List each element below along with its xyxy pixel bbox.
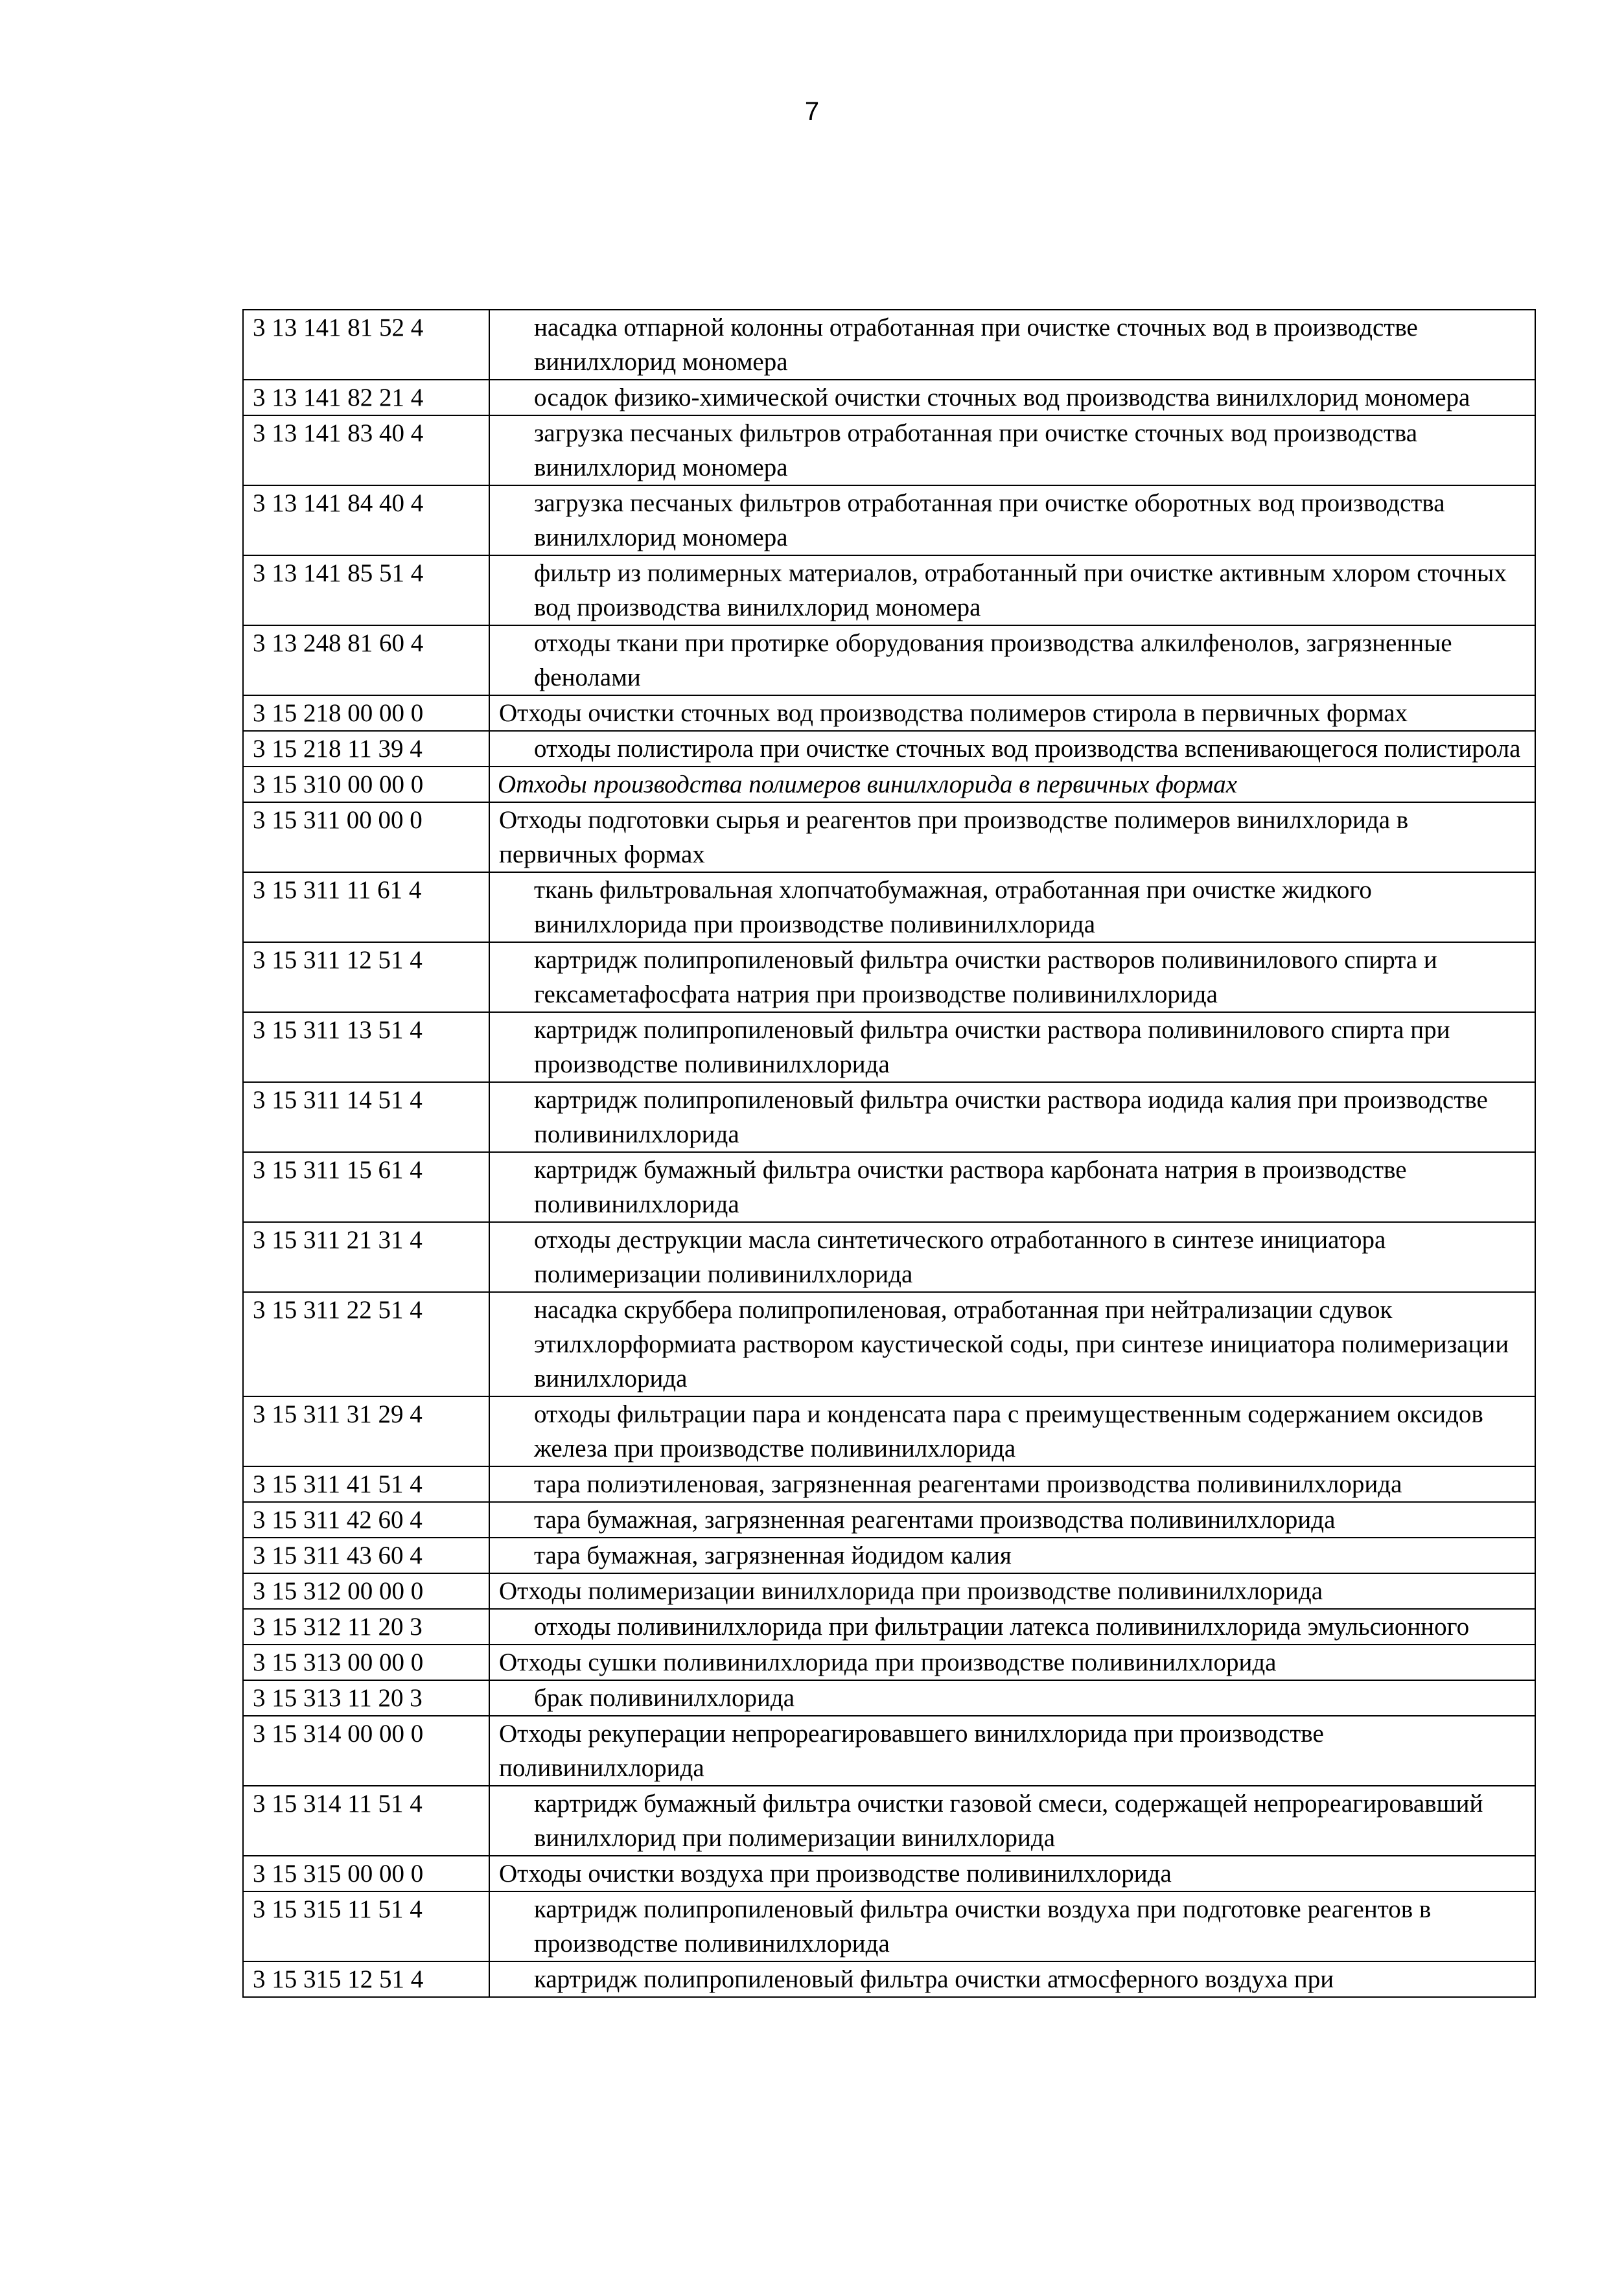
waste-name-cell: осадок физико-химической очистки сточных вод производства винилхлорид мономера xyxy=(489,380,1535,415)
table-row xyxy=(243,1716,1535,1786)
waste-name-cell: картридж полипропиленовый фильтра очистки растворов поливинилового спирта и гексаметафосфата натрия при производстве поливинилхлорида xyxy=(489,942,1535,1012)
waste-code-cell: 3 15 311 31 29 4 xyxy=(243,1396,489,1466)
waste-code-cell: 3 15 310 00 00 0 xyxy=(243,767,489,802)
table-row xyxy=(243,1961,1535,1997)
waste-name-cell: тара бумажная, загрязненная реагентами производства поливинилхлорида xyxy=(489,1502,1535,1538)
waste-name-cell: насадка скруббера полипропиленовая, отработанная при нейтрализации сдувок этилхлорформиата раствором каустической соды, при синтезе инициатора полимеризации винилхлорида xyxy=(489,1292,1535,1396)
table-row xyxy=(243,767,1535,802)
waste-name-cell: тара бумажная, загрязненная йодидом калия xyxy=(489,1538,1535,1573)
waste-code-cell: 3 13 248 81 60 4 xyxy=(243,625,489,695)
waste-table-body xyxy=(243,310,1535,1997)
waste-name-cell: загрузка песчаных фильтров отработанная при очистке сточных вод производства винилхлорид мономера xyxy=(489,415,1535,485)
waste-code-cell: 3 15 312 11 20 3 xyxy=(243,1609,489,1645)
waste-name-cell: брак поливинилхлорида xyxy=(489,1680,1535,1716)
waste-name-cell: отходы поливинилхлорида при фильтрации латекса поливинилхлорида эмульсионного xyxy=(489,1609,1535,1645)
waste-name-cell: картридж полипропиленовый фильтра очистки атмосферного воздуха при xyxy=(489,1961,1535,1997)
waste-code-cell: 3 13 141 84 40 4 xyxy=(243,485,489,555)
waste-code-cell: 3 15 311 15 61 4 xyxy=(243,1152,489,1222)
table-row xyxy=(243,1538,1535,1573)
waste-code-cell: 3 15 311 43 60 4 xyxy=(243,1538,489,1573)
table-row xyxy=(243,1891,1535,1961)
waste-name-cell: тара полиэтиленовая, загрязненная реагентами производства поливинилхлорида xyxy=(489,1466,1535,1502)
waste-name-cell: насадка отпарной колонны отработанная при очистке сточных вод в производстве винилхлорид мономера xyxy=(489,310,1535,380)
waste-name-cell: Отходы очистки воздуха при производстве поливинилхлорида xyxy=(489,1856,1535,1891)
table-row xyxy=(243,310,1535,380)
waste-name-cell: картридж полипропиленовый фильтра очистки раствора поливинилового спирта при производстве поливинилхлорида xyxy=(489,1012,1535,1082)
waste-code-cell: 3 15 311 21 31 4 xyxy=(243,1222,489,1292)
table-row xyxy=(243,1012,1535,1082)
waste-name-cell: загрузка песчаных фильтров отработанная при очистке оборотных вод производства винилхлорид мономера xyxy=(489,485,1535,555)
table-row xyxy=(243,872,1535,942)
table-row xyxy=(243,731,1535,767)
waste-code-cell: 3 15 314 00 00 0 xyxy=(243,1716,489,1786)
waste-name-cell: ткань фильтровальная хлопчатобумажная, отработанная при очистке жидкого винилхлорида при производстве поливинилхлорида xyxy=(489,872,1535,942)
waste-name-cell: картридж полипропиленовый фильтра очистки раствора иодида калия при производстве поливинилхлорида xyxy=(489,1082,1535,1152)
table-row xyxy=(243,1645,1535,1680)
waste-code-cell: 3 15 315 11 51 4 xyxy=(243,1891,489,1961)
waste-name-cell: Отходы очистки сточных вод производства полимеров стирола в первичных формах xyxy=(489,695,1535,731)
waste-name-cell: Отходы производства полимеров винилхлорида в первичных формах xyxy=(489,767,1535,802)
waste-code-cell: 3 15 313 00 00 0 xyxy=(243,1645,489,1680)
waste-name-cell: фильтр из полимерных материалов, отработанный при очистке активным хлором сточных вод производства винилхлорид мономера xyxy=(489,555,1535,625)
table-row xyxy=(243,1152,1535,1222)
table-row xyxy=(243,485,1535,555)
table-row xyxy=(243,1609,1535,1645)
waste-code-cell: 3 15 311 42 60 4 xyxy=(243,1502,489,1538)
waste-code-cell: 3 15 313 11 20 3 xyxy=(243,1680,489,1716)
waste-code-cell: 3 15 311 12 51 4 xyxy=(243,942,489,1012)
waste-code-cell: 3 15 315 12 51 4 xyxy=(243,1961,489,1997)
waste-code-cell: 3 15 311 14 51 4 xyxy=(243,1082,489,1152)
table-row xyxy=(243,1466,1535,1502)
waste-name-cell: отходы деструкции масла синтетического отработанного в синтезе инициатора полимеризации поливинилхлорида xyxy=(489,1222,1535,1292)
table-row xyxy=(243,1292,1535,1396)
waste-code-cell: 3 15 218 11 39 4 xyxy=(243,731,489,767)
table-row xyxy=(243,1856,1535,1891)
waste-name-cell: отходы ткани при протирке оборудования производства алкилфенолов, загрязненные фенолами xyxy=(489,625,1535,695)
waste-code-cell: 3 15 311 13 51 4 xyxy=(243,1012,489,1082)
waste-classifier-table xyxy=(242,309,1536,1998)
waste-name-cell: Отходы рекуперации непрореагировавшего винилхлорида при производстве поливинилхлорида xyxy=(489,1716,1535,1786)
table-row xyxy=(243,942,1535,1012)
waste-name-cell: картридж бумажный фильтра очистки раствора карбоната натрия в производстве поливинилхлорида xyxy=(489,1152,1535,1222)
waste-name-cell: картридж бумажный фильтра очистки газовой смеси, содержащей непрореагировавший винилхлорид при полимеризации винилхлорида xyxy=(489,1786,1535,1856)
waste-name-cell: Отходы подготовки сырья и реагентов при производстве полимеров винилхлорида в первичных формах xyxy=(489,802,1535,872)
table-row xyxy=(243,695,1535,731)
table-row xyxy=(243,1082,1535,1152)
table-row xyxy=(243,1680,1535,1716)
table-row xyxy=(243,1786,1535,1856)
table-row xyxy=(243,555,1535,625)
waste-code-cell: 3 13 141 81 52 4 xyxy=(243,310,489,380)
waste-name-cell: Отходы полимеризации винилхлорида при производстве поливинилхлорида xyxy=(489,1573,1535,1609)
table-row xyxy=(243,802,1535,872)
page-number: 7 xyxy=(804,97,820,126)
waste-code-cell: 3 15 314 11 51 4 xyxy=(243,1786,489,1856)
waste-name-cell: отходы полистирола при очистке сточных вод производства вспенивающегося полистирола xyxy=(489,731,1535,767)
waste-code-cell: 3 13 141 82 21 4 xyxy=(243,380,489,415)
waste-code-cell: 3 15 311 41 51 4 xyxy=(243,1466,489,1502)
table-row xyxy=(243,625,1535,695)
table-row xyxy=(243,415,1535,485)
waste-code-cell: 3 13 141 83 40 4 xyxy=(243,415,489,485)
waste-code-cell: 3 15 311 11 61 4 xyxy=(243,872,489,942)
table-row xyxy=(243,380,1535,415)
waste-code-cell: 3 13 141 85 51 4 xyxy=(243,555,489,625)
table-row xyxy=(243,1502,1535,1538)
table-row xyxy=(243,1573,1535,1609)
waste-code-cell: 3 15 315 00 00 0 xyxy=(243,1856,489,1891)
waste-name-cell: картридж полипропиленовый фильтра очистки воздуха при подготовке реагентов в производстве поливинилхлорида xyxy=(489,1891,1535,1961)
waste-code-cell: 3 15 218 00 00 0 xyxy=(243,695,489,731)
table-row xyxy=(243,1396,1535,1466)
waste-code-cell: 3 15 311 00 00 0 xyxy=(243,802,489,872)
table-row xyxy=(243,1222,1535,1292)
waste-name-cell: отходы фильтрации пара и конденсата пара с преимущественным содержанием оксидов железа при производстве поливинилхлорида xyxy=(489,1396,1535,1466)
waste-code-cell: 3 15 311 22 51 4 xyxy=(243,1292,489,1396)
waste-code-cell: 3 15 312 00 00 0 xyxy=(243,1573,489,1609)
waste-name-cell: Отходы сушки поливинилхлорида при производстве поливинилхлорида xyxy=(489,1645,1535,1680)
